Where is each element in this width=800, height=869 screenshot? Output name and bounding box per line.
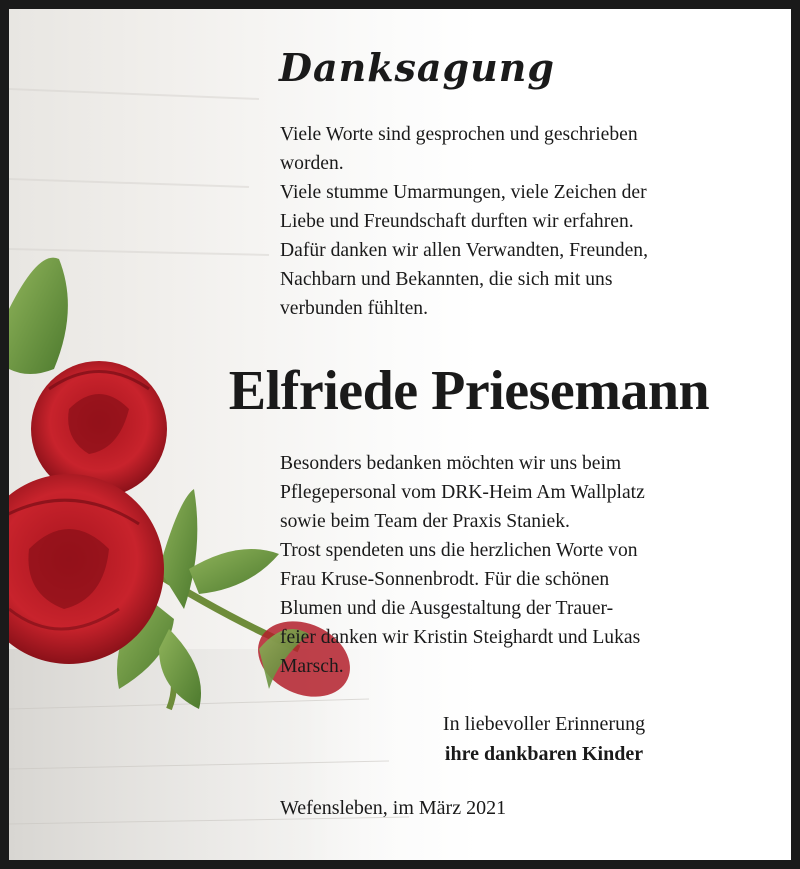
intro-line: Liebe und Freundschaft durften wir erfahren.	[280, 211, 634, 232]
intro-line: Dafür danken wir allen Verwandten, Freunden,	[280, 240, 648, 261]
thanks-line: Besonders bedanken möchten wir uns beim	[280, 453, 622, 474]
intro-line: Viele Worte sind gesprochen und geschrieben	[280, 124, 638, 145]
signature-line: ihre dankbaren Kinder	[444, 743, 644, 765]
thanks-line: feier danken wir Kristin Steighardt und Lukas	[280, 627, 641, 648]
thanks-line: Blumen und die Ausgestaltung der Trauer-	[280, 598, 614, 619]
intro-line: verbunden fühlten.	[280, 298, 428, 319]
obituary-card	[9, 9, 791, 860]
heading: Danksagung	[279, 45, 555, 90]
place-date: Wefensleben, im März 2021	[280, 797, 507, 819]
intro-line: worden.	[280, 153, 344, 174]
deceased-name: Elfriede Priesemann	[228, 360, 710, 422]
intro-line: Nachbarn und Bekannten, die sich mit uns	[280, 269, 613, 290]
thanks-line: Trost spendeten uns die herzlichen Worte von	[280, 540, 638, 561]
closing-line: In liebevoller Erinnerung	[442, 713, 646, 735]
thanks-paragraph	[280, 449, 765, 681]
thanks-line: Marsch.	[280, 656, 344, 677]
thanks-line: sowie beim Team der Praxis Staniek.	[280, 511, 570, 532]
thanks-line: Pflegepersonal vom DRK-Heim Am Wallplatz	[280, 482, 645, 503]
closing	[379, 709, 709, 769]
intro-paragraph	[280, 120, 765, 323]
intro-line: Viele stumme Umarmungen, viele Zeichen der	[280, 182, 647, 203]
thanks-line: Frau Kruse-Sonnenbrodt. Für die schönen	[280, 569, 610, 590]
